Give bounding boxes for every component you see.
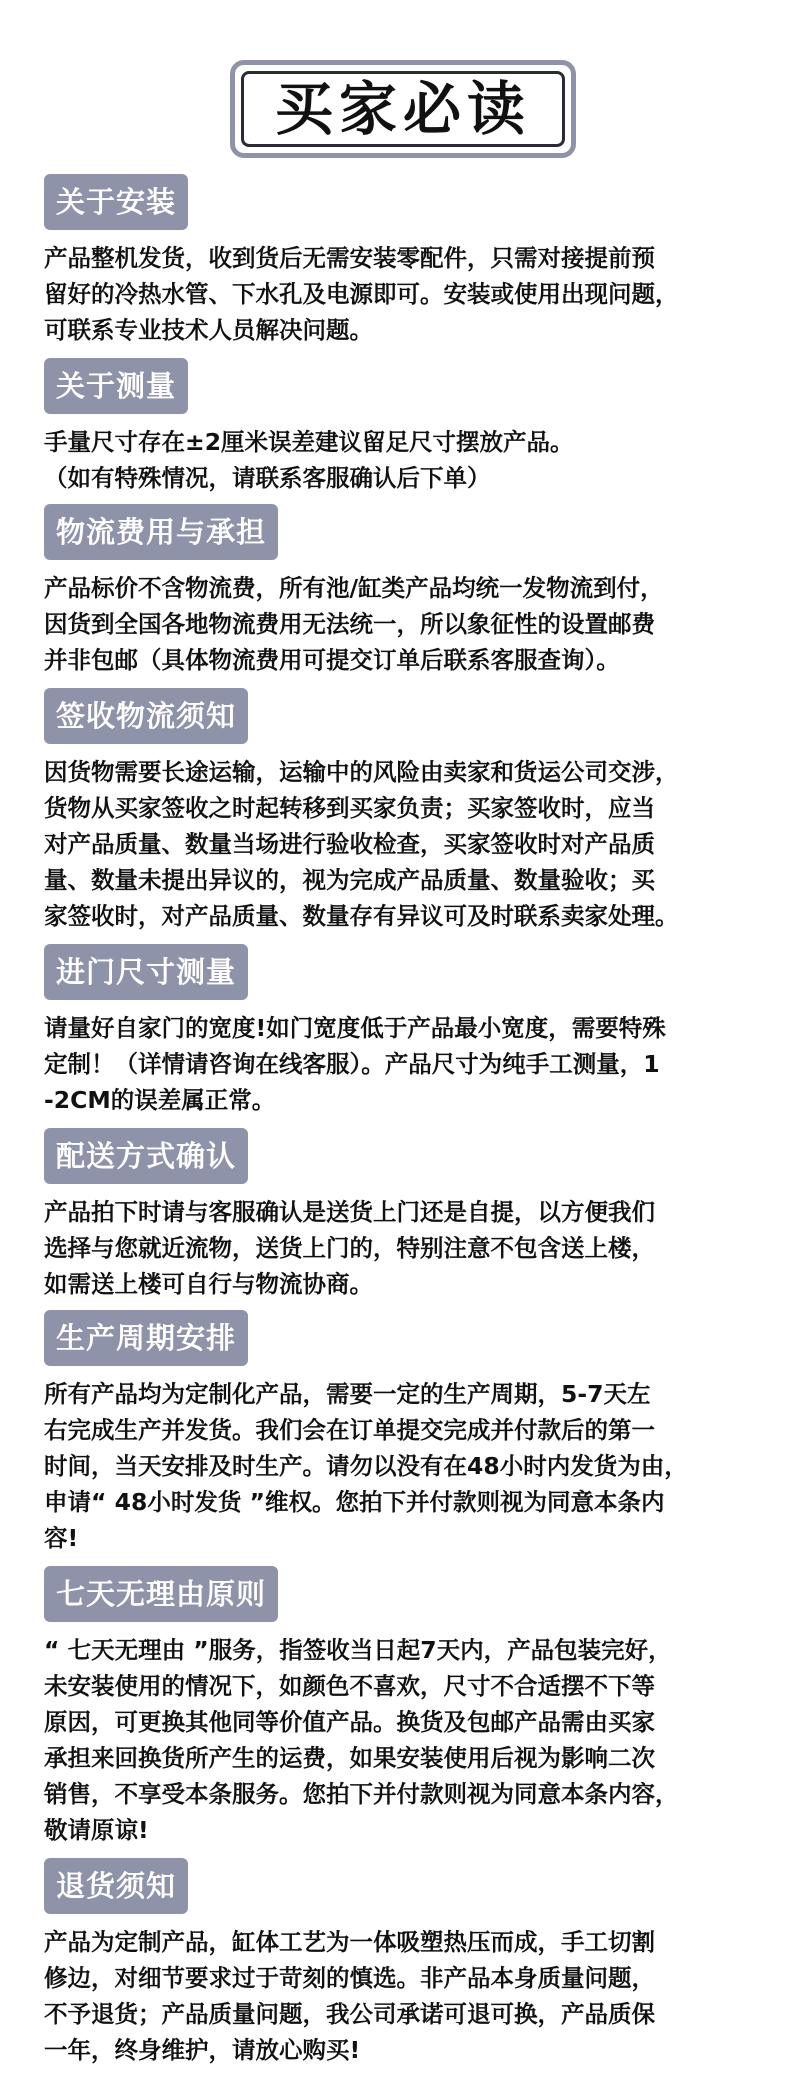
- section-line: 一年，终身维护，请放心购买!: [44, 2036, 361, 2064]
- section-heading: 进门尺寸测量: [44, 944, 248, 1000]
- section-line: 原因，可更换其他同等价值产品。换货及包邮产品需由买家: [44, 1708, 655, 1736]
- page-title: 买家必读: [274, 75, 531, 143]
- section-line: 选择与您就近流物，送货上门的，特别注意不包含送上楼，: [44, 1234, 655, 1262]
- page-title-frame: [230, 60, 576, 158]
- section-heading: 退货须知: [44, 1858, 188, 1914]
- section-body: [44, 1924, 764, 2068]
- section-line: “ 七天无理由 ”服务，指签收当日起7天内，产品包装完好，: [44, 1636, 672, 1664]
- section-line: 并非包邮（具体物流费用可提交订单后联系客服查询）。: [44, 646, 620, 674]
- section-body: [44, 424, 764, 496]
- section-line: 定制！（详情请咨询在线客服）。产品尺寸为纯手工测量，1: [44, 1050, 660, 1078]
- section-line: 敬请原谅!: [44, 1816, 149, 1844]
- section-line: （如有特殊情况，请联系客服确认后下单）: [44, 464, 491, 492]
- section-line: -2CM的误差属正常。: [44, 1086, 276, 1114]
- section-heading: 七天无理由原则: [44, 1566, 278, 1622]
- section-body: [44, 754, 764, 934]
- section-line: 修边，对细节要求过于苛刻的慎选。非产品本身质量问题，: [44, 1964, 655, 1992]
- section-body: [44, 1010, 764, 1118]
- section-door-size: [44, 944, 764, 1118]
- section-line: 容!: [44, 1524, 79, 1552]
- section-line: 不予退货；产品质量问题，我公司承诺可退可换，产品质保: [44, 2000, 655, 2028]
- section-line: 销售，不享受本条服务。您拍下并付款则视为同意本条内容，: [44, 1780, 679, 1808]
- section-line: 对产品质量、数量当场进行验收检查，买家签收时对产品质: [44, 830, 655, 858]
- section-seven-day-return: [44, 1566, 764, 1848]
- section-line: 可联系专业技术人员解决问题。: [44, 316, 373, 344]
- section-logistics-fee: [44, 504, 764, 678]
- section-line: 货物从买家签收之时起转移到买家负责；买家签收时，应当: [44, 794, 655, 822]
- section-line: 申请“ 48小时发货 ”维权。您拍下并付款则视为同意本条内: [44, 1488, 665, 1516]
- section-line: 因货到全国各地物流费用无法统一，所以象征性的设置邮费: [44, 610, 655, 638]
- section-heading: 物流费用与承担: [44, 504, 278, 560]
- section-line: 如需送上楼可自行与物流协商。: [44, 1270, 373, 1298]
- section-production-cycle: [44, 1310, 764, 1556]
- section-line: 手量尺寸存在±2厘米误差建议留足尺寸摆放产品。: [44, 428, 574, 456]
- section-line: 家签收时，对产品质量、数量存有异议可及时联系卖家处理。: [44, 902, 679, 930]
- section-heading: 关于测量: [44, 358, 188, 414]
- section-line: 所有产品均为定制化产品，需要一定的生产周期，5-7天左: [44, 1380, 651, 1408]
- section-line: 请量好自家门的宽度!如门宽度低于产品最小宽度，需要特殊: [44, 1014, 666, 1042]
- section-line: 产品拍下时请与客服确认是送货上门还是自提，以方便我们: [44, 1198, 655, 1226]
- section-body: [44, 240, 764, 348]
- section-measurement: [44, 358, 764, 496]
- section-line: 产品标价不含物流费，所有池/缸类产品均统一发物流到付，: [44, 574, 664, 602]
- page-title-box: [241, 71, 565, 147]
- section-delivery-method: [44, 1128, 764, 1302]
- section-line: 量、数量未提出异议的，视为完成产品质量、数量验收；买: [44, 866, 655, 894]
- section-heading: 签收物流须知: [44, 688, 248, 744]
- section-body: [44, 570, 764, 678]
- section-return-notice: [44, 1858, 764, 2068]
- section-line: 承担来回换货所产生的运费，如果安装使用后视为影响二次: [44, 1744, 655, 1772]
- section-line: 产品为定制产品，缸体工艺为一体吸塑热压而成，手工切割: [44, 1928, 655, 1956]
- section-installation: [44, 174, 764, 348]
- section-heading: 生产周期安排: [44, 1310, 248, 1366]
- section-line: 产品整机发货，收到货后无需安装零配件，只需对接提前预: [44, 244, 655, 272]
- section-line: 未安装使用的情况下，如颜色不喜欢，尺寸不合适摆不下等: [44, 1672, 655, 1700]
- section-body: [44, 1376, 764, 1556]
- section-line: 因货物需要长途运输，运输中的风险由卖家和货运公司交涉，: [44, 758, 679, 786]
- section-line: 右完成生产并发货。我们会在订单提交完成并付款后的第一: [44, 1416, 655, 1444]
- section-delivery-receipt: [44, 688, 764, 934]
- section-body: [44, 1632, 764, 1848]
- section-line: 留好的冷热水管、下水孔及电源即可。安装或使用出现问题，: [44, 280, 679, 308]
- section-line: 时间，当天安排及时生产。请勿以没有在48小时内发货为由，: [44, 1452, 688, 1480]
- section-body: [44, 1194, 764, 1302]
- section-heading: 关于安装: [44, 174, 188, 230]
- section-heading: 配送方式确认: [44, 1128, 248, 1184]
